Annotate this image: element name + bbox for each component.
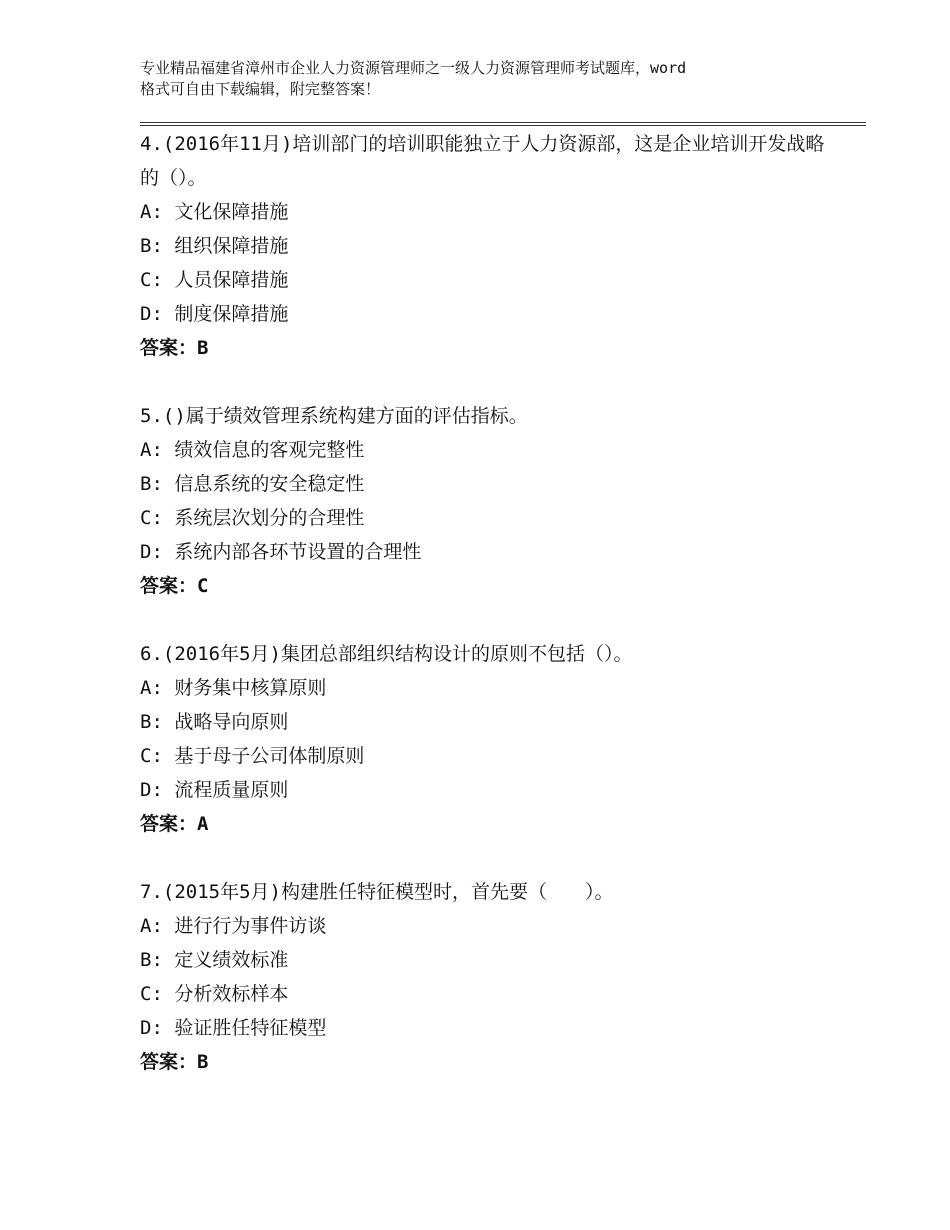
question-5 (140, 399, 830, 603)
question-6 (140, 637, 830, 841)
header-rule-bottom (140, 125, 866, 126)
option-d: D: 制度保障措施 (140, 303, 289, 325)
option-a: A: 进行行为事件访谈 (140, 915, 327, 937)
question-4 (140, 127, 830, 365)
option-d: D: 系统内部各环节设置的合理性 (140, 541, 422, 563)
option-b: B: 信息系统的安全稳定性 (140, 473, 365, 495)
answer: 答案：B (140, 337, 209, 359)
option-c: C: 分析效标样本 (140, 983, 289, 1005)
option-a: A: 财务集中核算原则 (140, 677, 327, 699)
header-line-2: 格式可自由下载编辑，附完整答案！ (140, 80, 381, 98)
option-a: A: 文化保障措施 (140, 201, 289, 223)
header-rule-top (140, 122, 866, 123)
answer: 答案：B (140, 1051, 209, 1073)
question-text: 7.(2015年5月)构建胜任特征模型时，首先要（ ）。 (140, 881, 614, 903)
spacer (140, 841, 830, 875)
question-list (140, 127, 830, 1079)
option-b: B: 定义绩效标准 (140, 949, 289, 971)
document-header (140, 58, 840, 100)
option-c: C: 基于母子公司体制原则 (140, 745, 365, 767)
question-7 (140, 875, 830, 1079)
header-line-1: 专业精品福建省漳州市企业人力资源管理师之一级人力资源管理师考试题库，word (140, 59, 687, 77)
question-text: 4.(2016年11月)培训部门的培训职能独立于人力资源部，这是企业培训开发战略的（）。 (140, 133, 825, 189)
question-text: 5.()属于绩效管理系统构建方面的评估指标。 (140, 405, 528, 427)
option-b: B: 组织保障措施 (140, 235, 289, 257)
spacer (140, 365, 830, 399)
option-b: B: 战略导向原则 (140, 711, 289, 733)
option-c: C: 系统层次划分的合理性 (140, 507, 365, 529)
option-d: D: 流程质量原则 (140, 779, 289, 801)
answer: 答案：C (140, 575, 209, 597)
option-c: C: 人员保障措施 (140, 269, 289, 291)
spacer (140, 603, 830, 637)
option-a: A: 绩效信息的客观完整性 (140, 439, 365, 461)
option-d: D: 验证胜任特征模型 (140, 1017, 327, 1039)
answer: 答案：A (140, 813, 209, 835)
question-text: 6.(2016年5月)集团总部组织结构设计的原则不包括（）。 (140, 643, 633, 665)
